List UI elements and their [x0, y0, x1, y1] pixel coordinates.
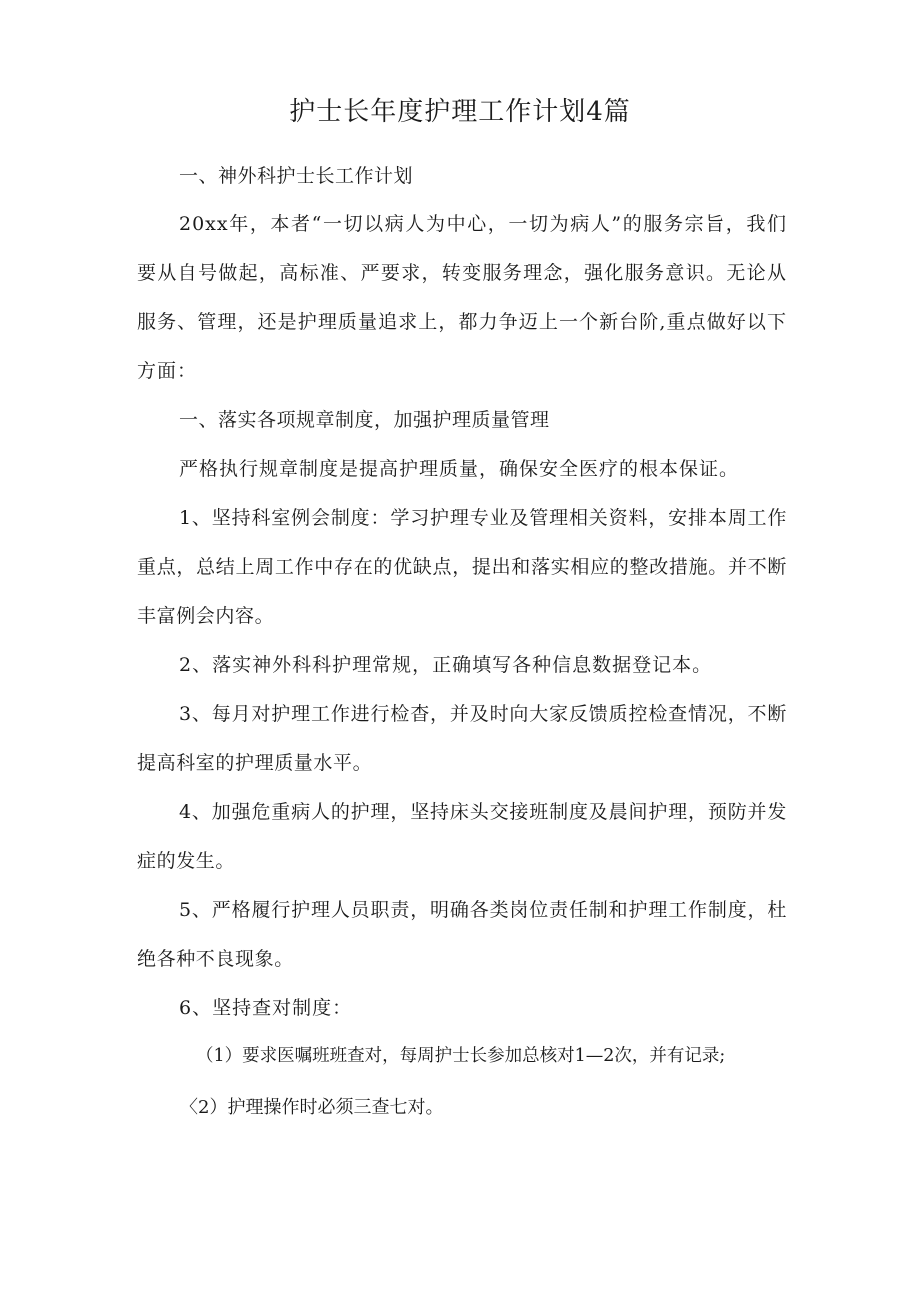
- subheading: 一、落实各项规章制度，加强护理质量管理: [179, 409, 550, 431]
- sub-item-2: 〈2）护理操作时必须三查七对。: [180, 1097, 444, 1118]
- paragraph-6: 5、严格履行护理人员职责，明确各类岗位责任制和护理工作制度，杜绝各种不良现象。: [137, 899, 787, 970]
- paragraph-3: 2、落实神外科科护理常规，正确填写各种信息数据登记本。: [179, 654, 713, 676]
- section-heading: 一、神外科护士长工作计划: [179, 165, 414, 187]
- paragraph-4: 3、每月对护理工作进行检杳，并及时向大家反馈质控检查情况，不断提高科室的护理质量水平。: [137, 703, 787, 774]
- paragraph-5: 4、加强危重病人的护理，坚持床头交接班制度及晨间护理，预防并发症的发生。: [137, 801, 787, 872]
- paragraph-1: 严格执行规章制度是提高护理质量，确保安全医疗的根本保证。: [179, 458, 740, 480]
- sub-item-1: （1）要求医嘱班班查对，每周护士长参加总核对1—2次，并有记录;: [196, 1046, 726, 1066]
- intro-paragraph: 20xx年，本者“一切以病人为中心，一切为病人”的服务宗旨，我们要从自号做起，高标准、严要求，转变服务理念，强化服务意识。无论从服务、管理，还是护理质量追求上，都力争迈上一个新台阶,重点做好以下方面：: [137, 213, 787, 382]
- document-title: 护士长年度护理工作计划4篇: [289, 97, 631, 127]
- paragraph-7: 6、坚持查对制度：: [179, 997, 353, 1019]
- paragraph-2: 1、坚持科室例会制度：学习护理专业及管理相关资料，安排本周工作重点，总结上周工作中存在的优缺点，提出和落实相应的整改措施。并不断丰富例会内容。: [137, 507, 787, 627]
